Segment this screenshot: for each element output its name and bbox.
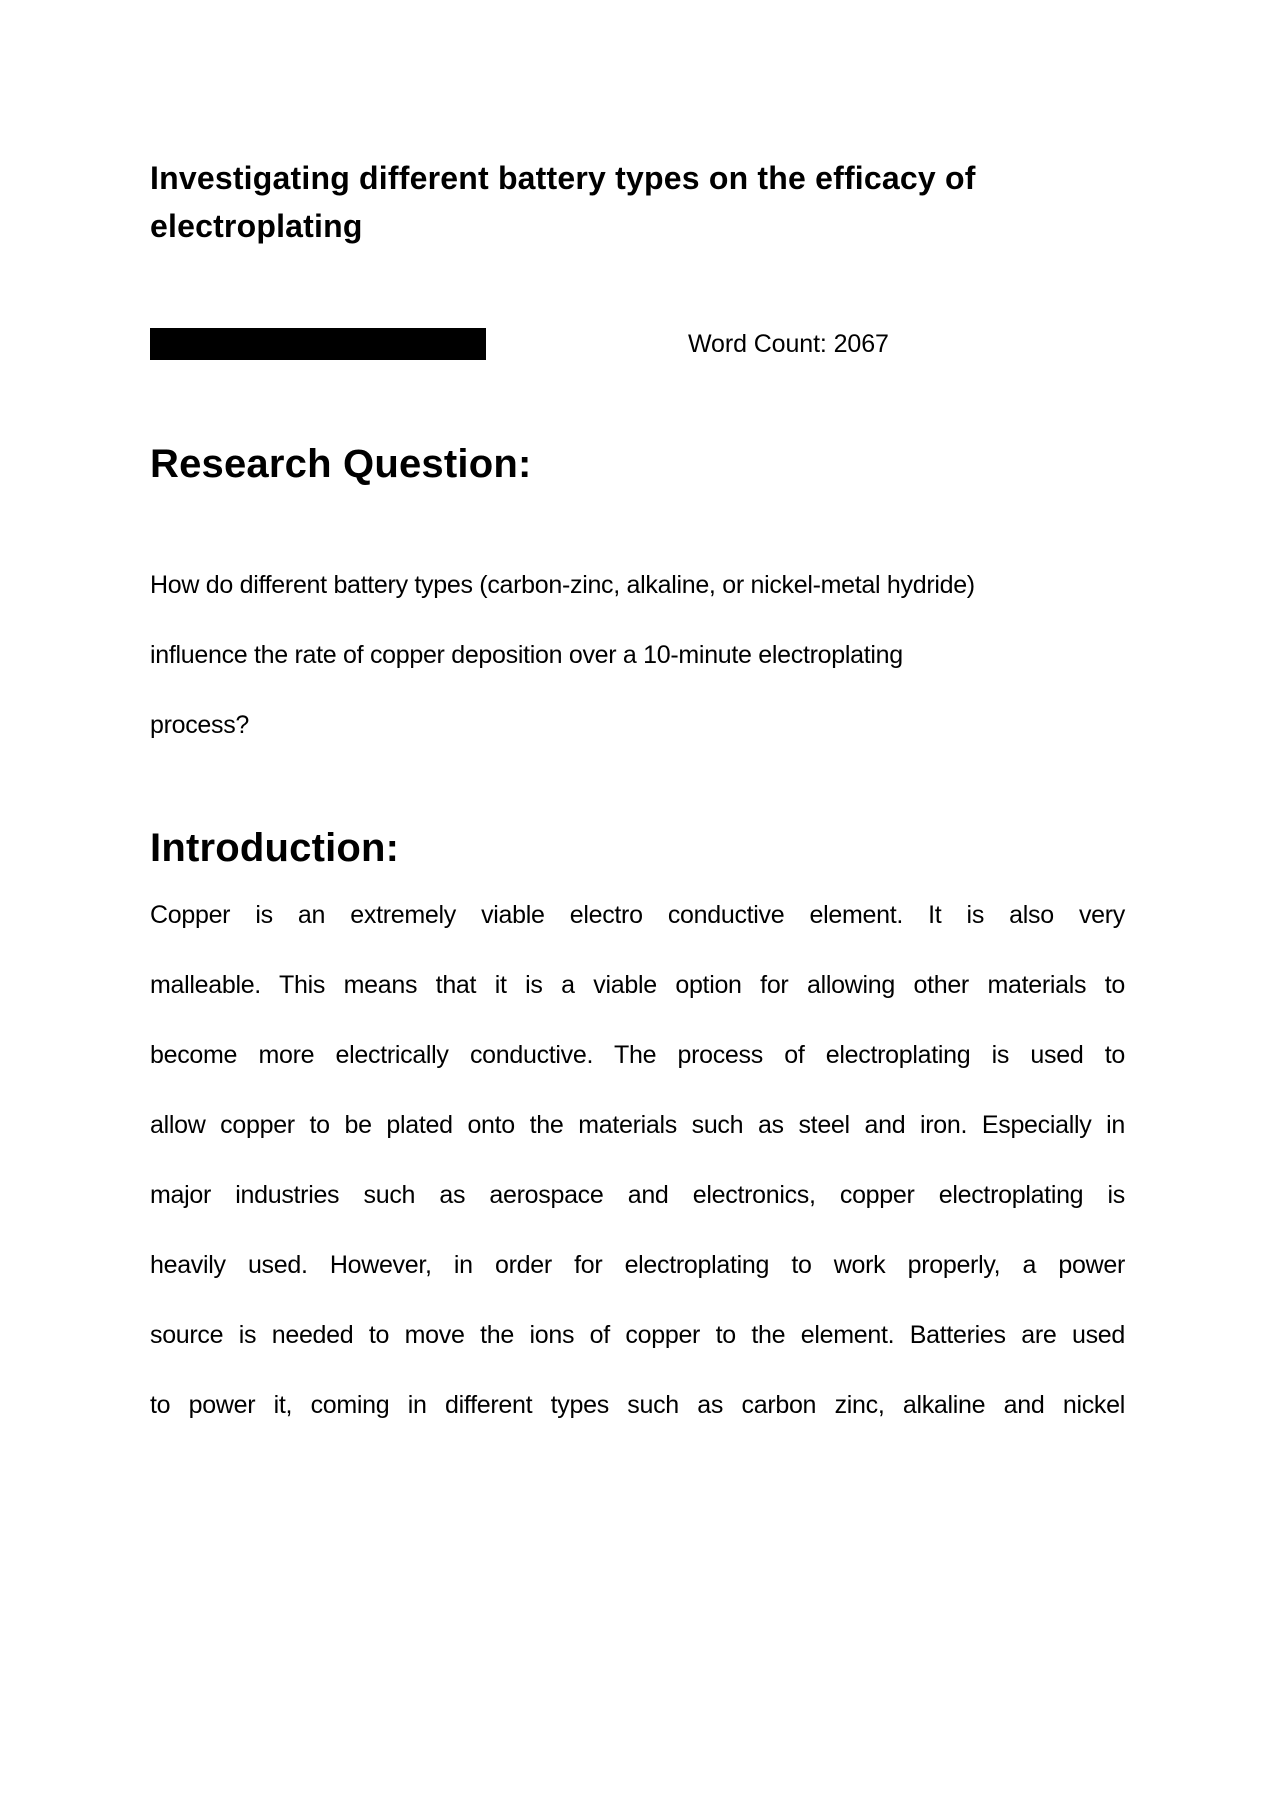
research-question-line-2: influence the rate of copper deposition over a 10-minute electroplating [150,641,903,669]
research-question-heading: Research Question: [150,442,532,486]
introduction-line-3: become more electrically conductive. The process of electroplating is used to [150,1041,1125,1069]
research-question-line-3: process? [150,711,250,739]
introduction-heading: Introduction: [150,826,400,870]
research-question-line-1: How do different battery types (carbon-zinc, alkaline, or nickel-metal hydride) [150,571,975,599]
introduction-line-7: source is needed to move the ions of copper to the element. Batteries are used [150,1321,1125,1349]
word-count-label: Word Count: 2067 [688,330,889,358]
introduction-line-2: malleable. This means that it is a viable option for allowing other materials to [150,971,1125,999]
introduction-line-6: heavily used. However, in order for electroplating to work properly, a power [150,1251,1125,1279]
author-redaction-bar [150,328,486,360]
document-title-line-2: electroplating [150,208,363,244]
document-title [150,154,1125,250]
document-title-line-1: Investigating different battery types on the efficacy of [150,160,976,196]
byline-row [150,328,1125,360]
introduction-line-8: to power it, coming in different types such as carbon zinc, alkaline and nickel [150,1391,1125,1419]
introduction-line-5: major industries such as aerospace and electronics, copper electroplating is [150,1181,1125,1209]
introduction-line-1: Copper is an extremely viable electro conductive element. It is also very [150,901,1125,929]
section-introduction [150,824,1125,1440]
document-page [0,154,1275,1804]
research-question-paragraph [150,550,1125,760]
introduction-paragraph [150,880,1125,1440]
section-research-question [150,440,1125,760]
introduction-line-4: allow copper to be plated onto the materials such as steel and iron. Especially in [150,1111,1125,1139]
